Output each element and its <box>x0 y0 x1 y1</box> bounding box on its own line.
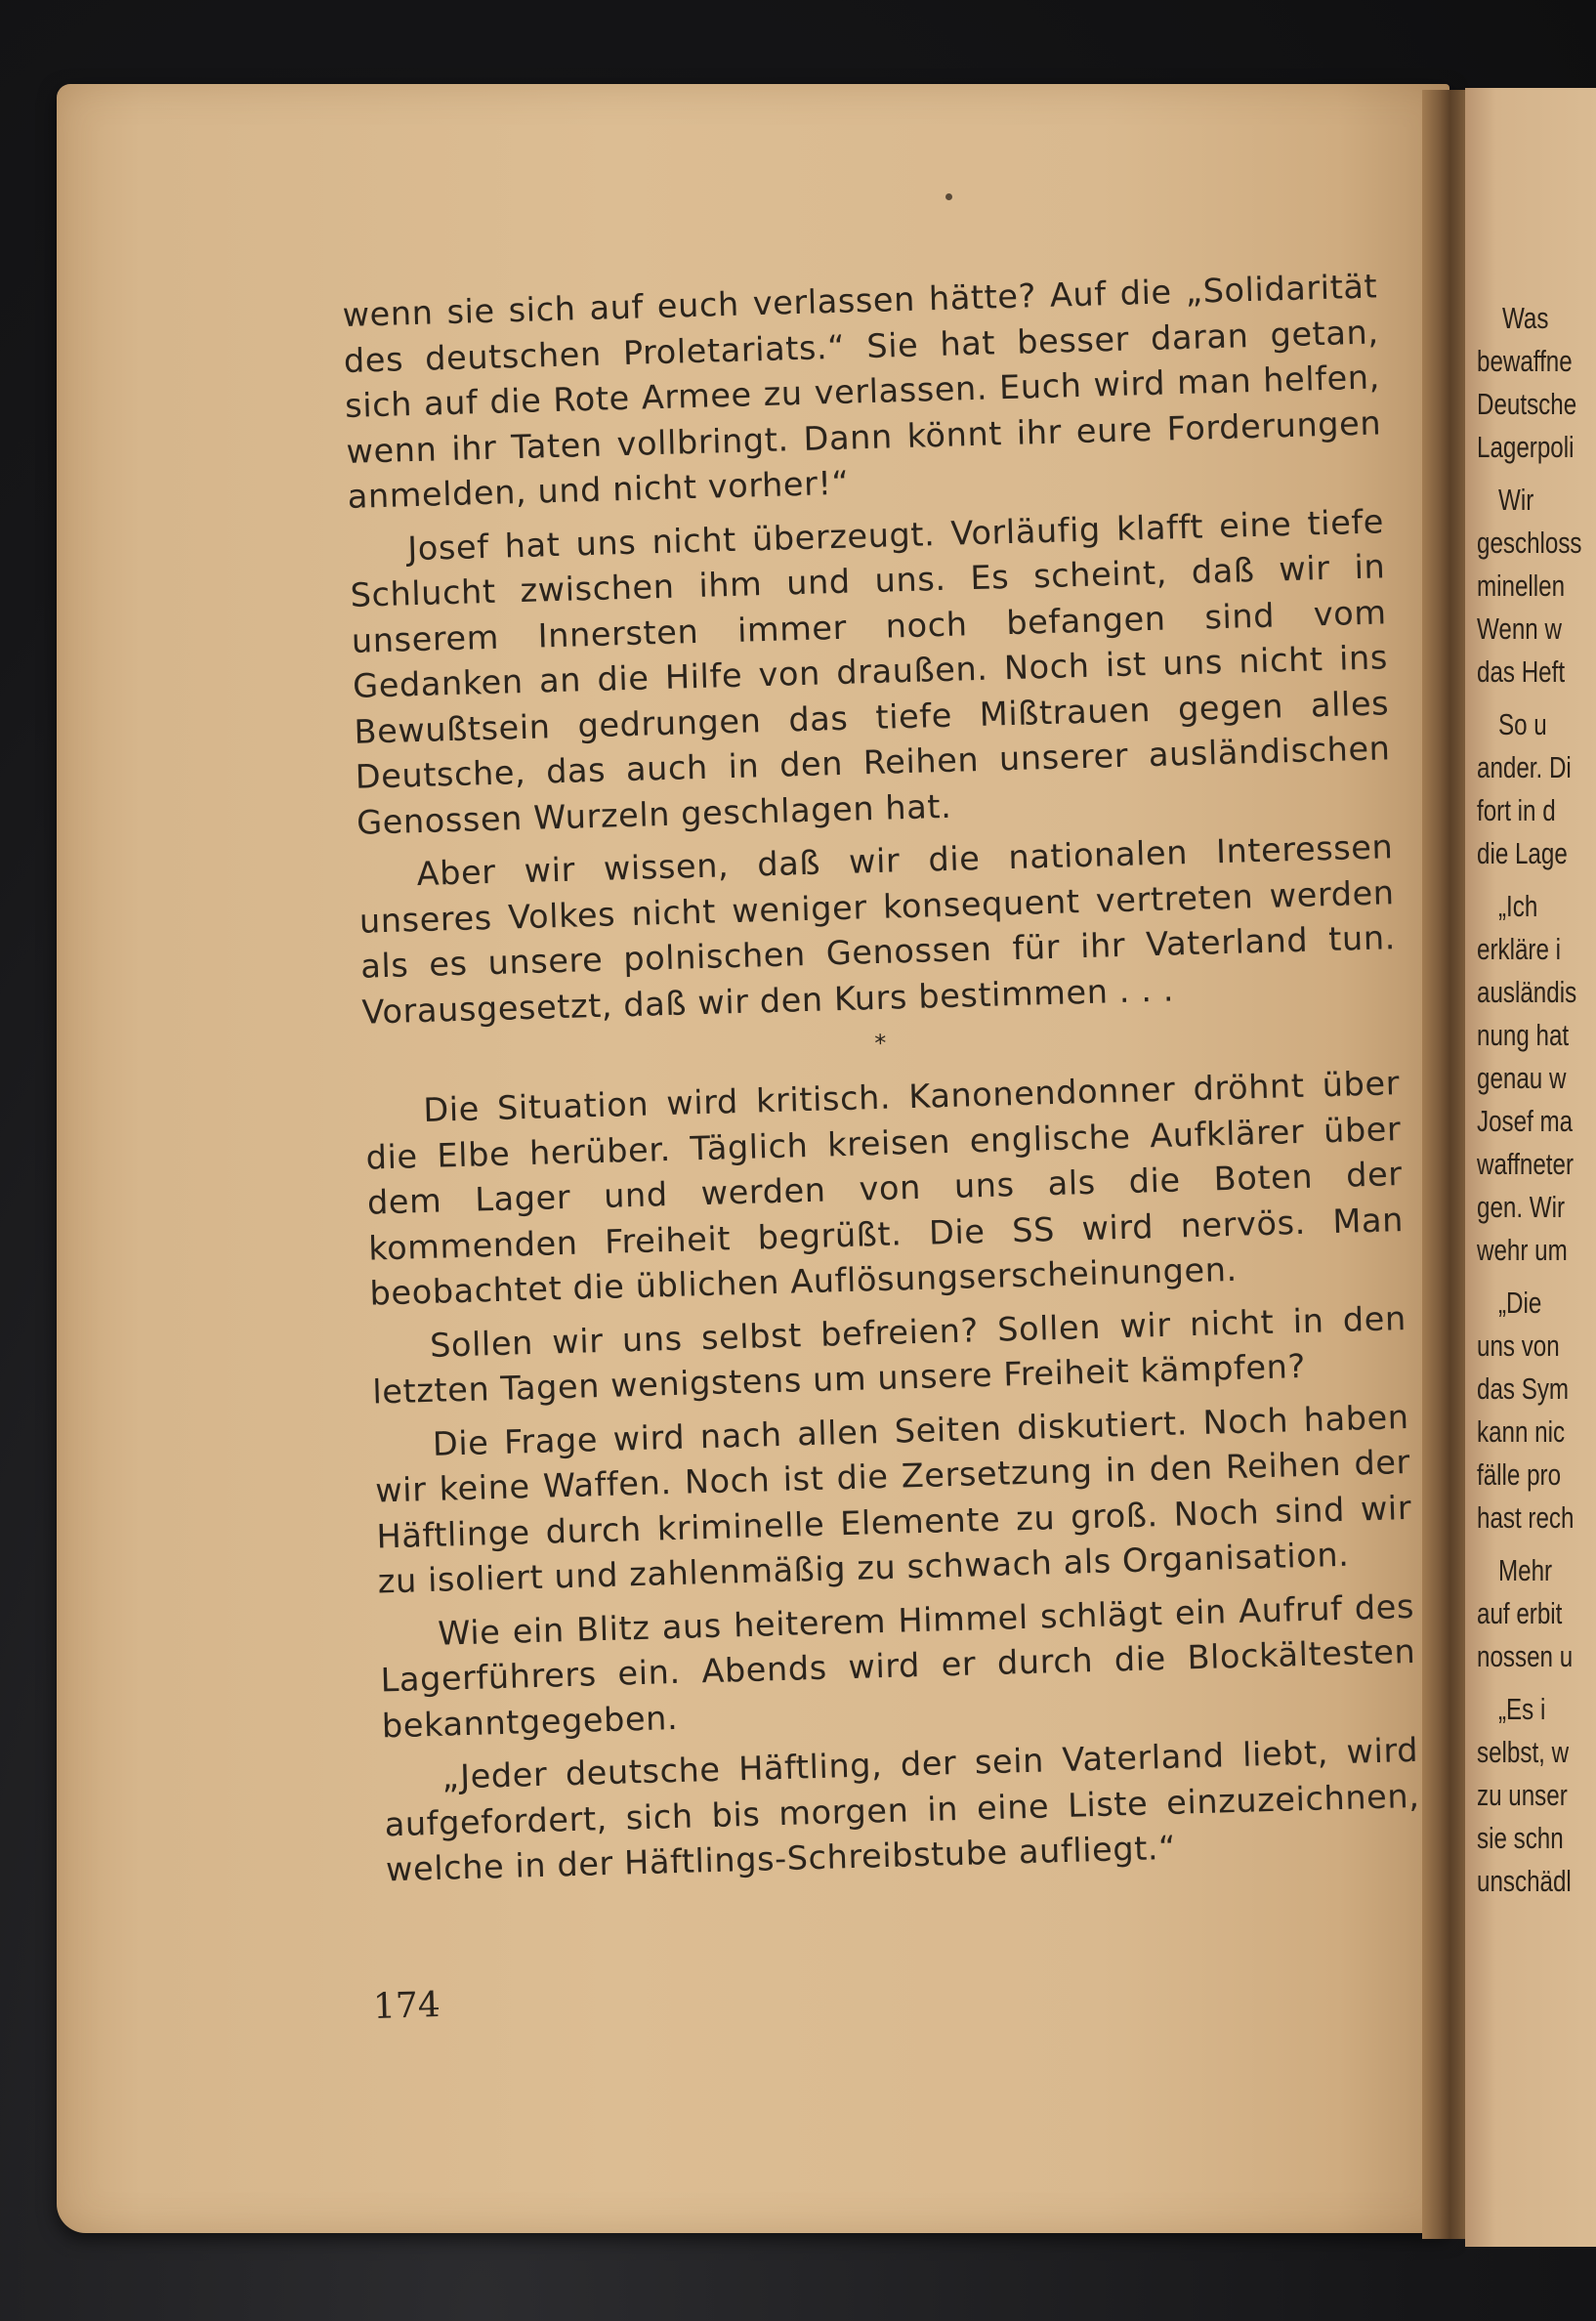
facing-line: genau w <box>1477 1061 1567 1095</box>
paragraph: Aber wir wissen, daß wir die nationalen Interessen unseres Volkes nicht weniger konsequent vertreten werden als es unsere polnischen Genossen für ihr Vaterland tun. Vorausgesetzt, daß wir den Kurs bestimmen . . . <box>358 827 1397 1032</box>
facing-line: gen. Wir <box>1477 1190 1566 1224</box>
paragraph: Josef hat uns nicht überzeugt. Vorläufig klafft eine tiefe Schlucht zwischen ihm und uns. Es scheint, daß wir in unserem Innersten immer noch befangen sind vom Gedanken an die Hilfe von draußen. Noch ist uns nicht ins Bewußtsein gedrungen das tiefe Mißtrauen gegen alles Deutsche, das auch in den Reihen unserer ausländischen Genossen Wurzeln geschlagen hat. <box>350 501 1391 842</box>
facing-line: Wenn w <box>1477 612 1562 646</box>
paragraph: Sollen wir uns selbst befreien? Sollen wir nicht in den letzten Tagen wenigstens um unsere Freiheit kämpfen? <box>371 1298 1407 1412</box>
paragraph: Die Frage wird nach allen Seiten diskutiert. Noch haben wir keine Waffen. Noch ist die Zersetzung in den Reihen der Häftlinge durch kriminelle Elemente zu groß. Noch sind wir zu isoliert und zahlenmäßig zu schwach als Organisation. <box>374 1397 1412 1601</box>
facing-line: die Lage <box>1477 836 1568 870</box>
paragraph: wenn sie sich auf euch verlassen hätte? Auf die „Solidarität des deutschen Proletariats.“ Sie hat besser daran getan, sich auf die Rote Armee zu verlassen. Euch wird man helfen, wenn ihr Taten vollbringt. Dann könnt ihr eure Forderungen anmelden, und nicht vorher!“ <box>342 267 1382 516</box>
facing-line: auf erbit <box>1477 1596 1563 1630</box>
facing-line: nung hat <box>1477 1018 1570 1052</box>
facing-line: Deutsche <box>1477 387 1577 421</box>
facing-line: waffneter <box>1477 1147 1575 1181</box>
facing-line: „Ich <box>1498 889 1538 923</box>
facing-line: fälle pro <box>1477 1457 1562 1492</box>
paper-speck <box>945 193 952 200</box>
facing-line: geschloss <box>1477 526 1582 560</box>
facing-line: kann nic <box>1477 1414 1566 1449</box>
facing-line: erkläre i <box>1477 932 1562 966</box>
facing-line: uns von <box>1477 1329 1560 1363</box>
facing-line: unschädl <box>1477 1864 1572 1898</box>
paragraph: „Jeder deutsche Häftling, der sein Vaterland liebt, wird aufgefordert, sich bis morgen in eine Liste einzuzeichnen, welche in der Häftlings-Schreibstube aufliegt.“ <box>384 1730 1420 1889</box>
facing-line: bewaffne <box>1477 344 1573 378</box>
facing-line: ander. Di <box>1477 750 1572 784</box>
page-body-text <box>342 264 1422 1900</box>
right-book-page <box>1465 88 1596 2247</box>
facing-line: zu unser <box>1477 1778 1568 1812</box>
facing-line: das Sym <box>1477 1372 1570 1406</box>
facing-line: wehr um <box>1477 1233 1568 1267</box>
facing-line: fort in d <box>1477 793 1556 827</box>
section-break: * <box>873 1029 888 1058</box>
facing-line: minellen <box>1477 569 1566 603</box>
facing-line: das Heft <box>1477 654 1566 689</box>
facing-line: Was <box>1502 301 1549 335</box>
facing-line: Mehr <box>1498 1553 1553 1587</box>
facing-line: So u <box>1498 707 1547 741</box>
facing-line: sie schn <box>1477 1821 1564 1855</box>
facing-line: nossen u <box>1477 1639 1574 1673</box>
facing-line: Josef ma <box>1477 1104 1574 1138</box>
paragraph: Wie ein Blitz aus heiterem Himmel schlägt ein Aufruf des Lagerführers ein. Abends wird er durch die Blockältesten bekanntgegeben. <box>380 1586 1416 1745</box>
facing-line: Lagerpoli <box>1477 430 1575 464</box>
page-number: 174 <box>372 1985 441 2027</box>
facing-line: Wir <box>1498 483 1534 517</box>
facing-line: „Die <box>1498 1286 1542 1320</box>
paragraph: Die Situation wird kritisch. Kanonendonner dröhnt über die Elbe herüber. Täglich kreisen englische Aufklärer über dem Lager und werden von uns als die Boten der kommenden Freiheit begrüßt. Die SS wird nervös. Man beobachtet die üblichen Auflösungserscheinungen. <box>365 1064 1405 1313</box>
facing-line: „Es i <box>1498 1692 1546 1726</box>
facing-line: ausländis <box>1477 975 1577 1009</box>
facing-line: hast rech <box>1477 1500 1575 1535</box>
facing-line: selbst, w <box>1477 1735 1570 1769</box>
